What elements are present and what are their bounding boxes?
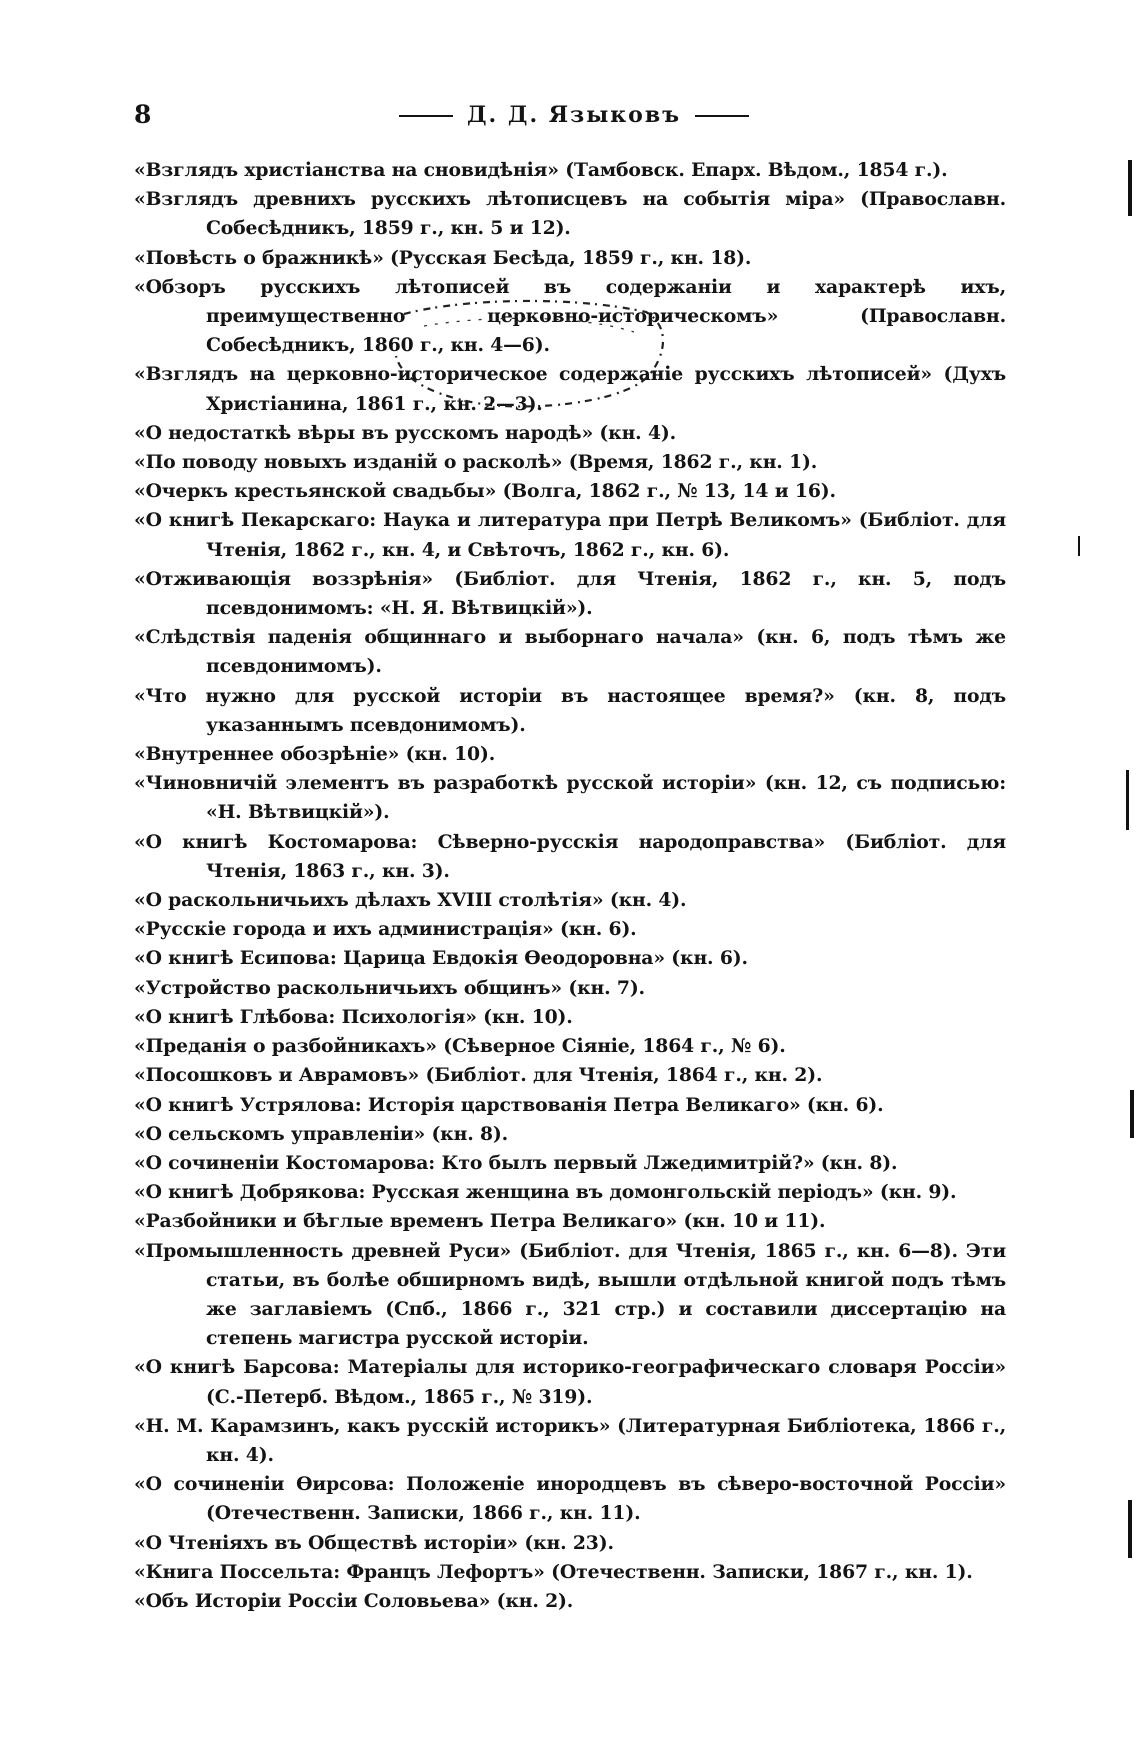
bibliography-entry: «Слѣдствія паденія общиннаго и выборнаго начала» (кн. 6, подъ тѣмъ же псевдонимомъ). xyxy=(134,626,1006,678)
bibliography-entry: «О Чтеніяхъ въ Обществѣ исторіи» (кн. 23). xyxy=(134,1531,614,1554)
bibliography-entry: «О сочиненіи Костомарова: Кто былъ первый Лжедимитрій?» (кн. 8). xyxy=(134,1151,898,1174)
bibliography-entry: «Внутреннее обозрѣніе» (кн. 10). xyxy=(134,743,496,766)
bibliography-entry: «О книгѣ Устрялова: Исторія царствованія Петра Великаго» (кн. 6). xyxy=(134,1093,884,1116)
bibliography-entry: «О сельскомъ управленіи» (кн. 8). xyxy=(134,1122,509,1145)
bibliography-entry: «О недостаткѣ вѣры въ русскомъ народѣ» (кн. 4). xyxy=(134,421,676,444)
bibliography-entry: «Отживающія воззрѣнія» (Библіот. для Чтенія, 1862 г., кн. 5, подъ псевдонимомъ: «Н. Я. Вѣтвицкій»). xyxy=(134,567,1006,620)
margin-scan-mark xyxy=(1130,1090,1134,1138)
bibliography-entry: «Преданія о разбойникахъ» (Сѣверное Сіяніе, 1864 г., № 6). xyxy=(134,1035,786,1058)
bibliography-entry: «Разбойники и бѣглые временъ Петра Великаго» (кн. 10 и 11). xyxy=(134,1210,826,1233)
bibliography-entry: «Что нужно для русской исторіи въ настоящее время?» (кн. 8, подъ указаннымъ псевдонимомъ). xyxy=(134,684,1006,736)
bibliography-entry: «Взглядъ христіанства на сновидѣнія» (Тамбовск. Епарх. Вѣдом., 1854 г.). xyxy=(134,159,948,181)
bibliography-entry: «О книгѣ Барсова: Матеріалы для историко-географическаго словаря Россіи» (С.-Петерб. Вѣдом., 1865 г., № 319). xyxy=(134,1356,1006,1408)
page-header xyxy=(134,100,1014,140)
bibliography-entry: «Обзоръ русскихъ лѣтописей въ содержаніи и характерѣ ихъ, преимущественно церковно-историческомъ» (Православн. Собесѣдникъ, 1860 г., кн. 4—6). xyxy=(134,275,1006,357)
bibliography-entry: «О книгѣ Костомарова: Сѣверно-русскія народоправства» (Библіот. для Чтенія, 1863 г., кн. 3). xyxy=(134,830,1006,882)
bibliography-entry: «По поводу новыхъ изданій о расколѣ» (Время, 1862 г., кн. 1). xyxy=(134,451,818,474)
bibliography-entry: «О книгѣ Добрякова: Русская женщина въ домонгольскій періодъ» (кн. 9). xyxy=(134,1181,957,1204)
bibliography-entry: «О книгѣ Глѣбова: Психологія» (кн. 10). xyxy=(134,1005,573,1028)
margin-scan-mark xyxy=(1078,536,1080,556)
bibliography-entry: «Промышленность древней Руси» (Библіот. для Чтенія, 1865 г., кн. 6—8). Эти статьи, въ болѣе обширномъ видѣ, вышли отдѣльной книгой подъ тѣмъ же заглавіемъ (Спб., 1866 г., 321 стр.) и составили диссертацію на степень магистра русской исторіи. xyxy=(134,1239,1006,1350)
bibliography-entry: «Взглядъ древнихъ русскихъ лѣтописцевъ на событія міра» (Православн. Собесѣдникъ, 1859 г., кн. 5 и 12). xyxy=(134,188,1006,240)
bibliography-entry: «Чиновничій элементъ въ разработкѣ русской исторіи» (кн. 12, съ подписью: «Н. Вѣтвицкій»). xyxy=(134,772,1006,824)
bibliography-list xyxy=(134,156,1006,1616)
bibliography-entry: «О раскольничьихъ дѣлахъ XVIII столѣтія» (кн. 4). xyxy=(134,889,687,912)
bibliography-entry: «Посошковъ и Аврамовъ» (Библіот. для Чтенія, 1864 г., кн. 2). xyxy=(134,1064,823,1087)
bibliography-entry: «О сочиненіи Ѳирсова: Положеніе инородцевъ въ сѣверо-восточной Россіи» (Отечественн. Записки, 1866 г., кн. 11). xyxy=(134,1473,1006,1525)
page-number: 8 xyxy=(134,100,152,129)
bibliography-entry: «Очеркъ крестьянской свадьбы» (Волга, 1862 г., № 13, 14 и 16). xyxy=(134,480,836,503)
bibliography-entry: «О книгѣ Пекарскаго: Наука и литература при Петрѣ Великомъ» (Библіот. для Чтенія, 1862 г., кн. 4, и Свѣточъ, 1862 г., кн. 6). xyxy=(134,509,1006,561)
bibliography-entry: «О книгѣ Есипова: Царица Евдокія Ѳеодоровна» (кн. 6). xyxy=(134,947,748,970)
margin-scan-mark xyxy=(1128,160,1132,216)
bibliography-entry: «Книга Поссельта: Францъ Лефортъ» (Отечественн. Записки, 1867 г., кн. 1). xyxy=(134,1560,973,1583)
margin-scan-mark xyxy=(1128,1500,1132,1558)
bibliography-entry: «Устройство раскольничьихъ общинъ» (кн. 7). xyxy=(134,976,645,999)
bibliography-entry: «Русскіе города и ихъ администрація» (кн. 6). xyxy=(134,918,637,941)
bibliography-entry: «Н. М. Карамзинъ, какъ русскій историкъ» (Литературная Библіотека, 1866 г., кн. 4). xyxy=(134,1414,1006,1466)
running-title: Д. Д. Языковъ xyxy=(134,102,1014,128)
bibliography-entry: «Объ Исторіи Россіи Соловьева» (кн. 2). xyxy=(134,1589,574,1612)
margin-scan-mark xyxy=(1126,770,1129,830)
bibliography-entry: «Повѣсть о бражникѣ» (Русская Бесѣда, 1859 г., кн. 18). xyxy=(134,246,752,269)
bibliography-entry: «Взглядъ на церковно-историческое содержаніе русскихъ лѣтописей» (Духъ Христіанина, 1861 г., кн. 2—3). xyxy=(134,363,1006,415)
